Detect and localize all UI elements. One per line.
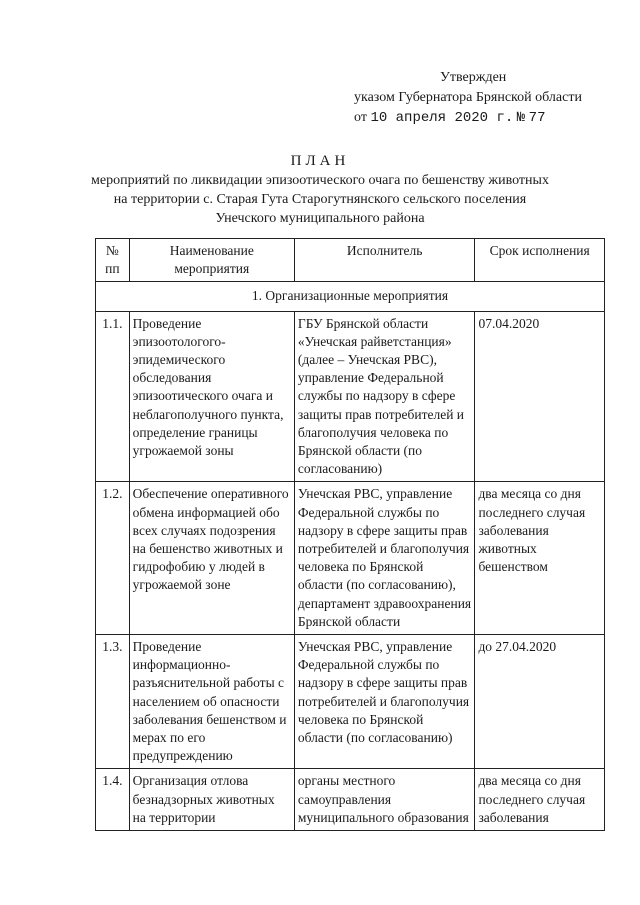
row-executor: органы местного самоуправления муниципального образования: [294, 769, 475, 831]
header-number: № пп: [96, 239, 130, 282]
table-row: [96, 482, 605, 635]
row-activity: Обеспечение оперативного обмена информацией обо всех случаях подозрения на бешенство животных и гидрофобию у людей в угрожаемой зоне: [129, 482, 294, 635]
row-executor: Унечская РВС, управление Федеральной службы по надзору в сфере защиты прав потребителей и благополучия человека по Брянской области (по согласованию): [294, 635, 475, 769]
approval-authority: указом Губернатора Брянской области: [354, 90, 582, 105]
table-row: [96, 769, 605, 831]
approval-heading: Утвержден: [440, 70, 507, 85]
section-title: 1. Организационные мероприятия: [96, 282, 605, 311]
table-row: [96, 635, 605, 769]
header-activity: Наименование мероприятия: [129, 239, 294, 282]
row-number: 1.2.: [96, 482, 130, 635]
header-executor: Исполнитель: [294, 239, 475, 282]
plan-table: [95, 238, 605, 831]
row-deadline: 07.04.2020: [475, 311, 605, 482]
document-title: [0, 152, 640, 228]
section-row: [96, 282, 605, 311]
table-header-row: [96, 239, 605, 282]
header-deadline: Срок исполнения: [475, 239, 605, 282]
approval-number: 77: [528, 110, 546, 126]
approval-number-sign: №: [516, 110, 526, 126]
approval-from-label: от: [354, 110, 367, 125]
row-executor: Унечская РВС, управление Федеральной службы по надзору в сфере защиты прав потребителей и благополучия человека по Брянской области (по согласованию), департамент здравоохранения Брянской области: [294, 482, 475, 635]
title-line-3: Унечского муниципального района: [215, 211, 425, 226]
row-number: 1.1.: [96, 311, 130, 482]
row-number: 1.3.: [96, 635, 130, 769]
row-activity: Проведение информационно-разъяснительной работы с населением об опасности заболевания бешенством и мерах по его предупреждению: [129, 635, 294, 769]
approval-block: [350, 68, 610, 128]
row-activity: Организация отлова безнадзорных животных на территории: [129, 769, 294, 831]
plan-heading: ПЛАН: [290, 153, 350, 169]
row-executor: ГБУ Брянской области «Унечская райветстанция» (далее – Унечская РВС), управление Федеральной службы по надзору в сфере защиты прав потребителей и благополучия человека по Брянской области (по согласованию): [294, 311, 475, 482]
row-deadline: до 27.04.2020: [475, 635, 605, 769]
row-deadline: два месяца со дня последнего случая заболевания: [475, 769, 605, 831]
title-line-2: на территории с. Старая Гута Старогутнянского сельского поселения: [113, 192, 527, 207]
row-deadline: два месяца со дня последнего случая заболевания животных бешенством: [475, 482, 605, 635]
row-number: 1.4.: [96, 769, 130, 831]
row-activity: Проведение эпизоотологого-эпидемического обследования эпизоотического очага и неблагополучного пункта, определение границы угрожаемой зоны: [129, 311, 294, 482]
table-row: [96, 311, 605, 482]
title-line-1: мероприятий по ликвидации эпизоотического очага по бешенству животных: [91, 173, 549, 188]
approval-date-line: [350, 108, 610, 128]
approval-date: 10 апреля 2020 г.: [370, 110, 514, 126]
